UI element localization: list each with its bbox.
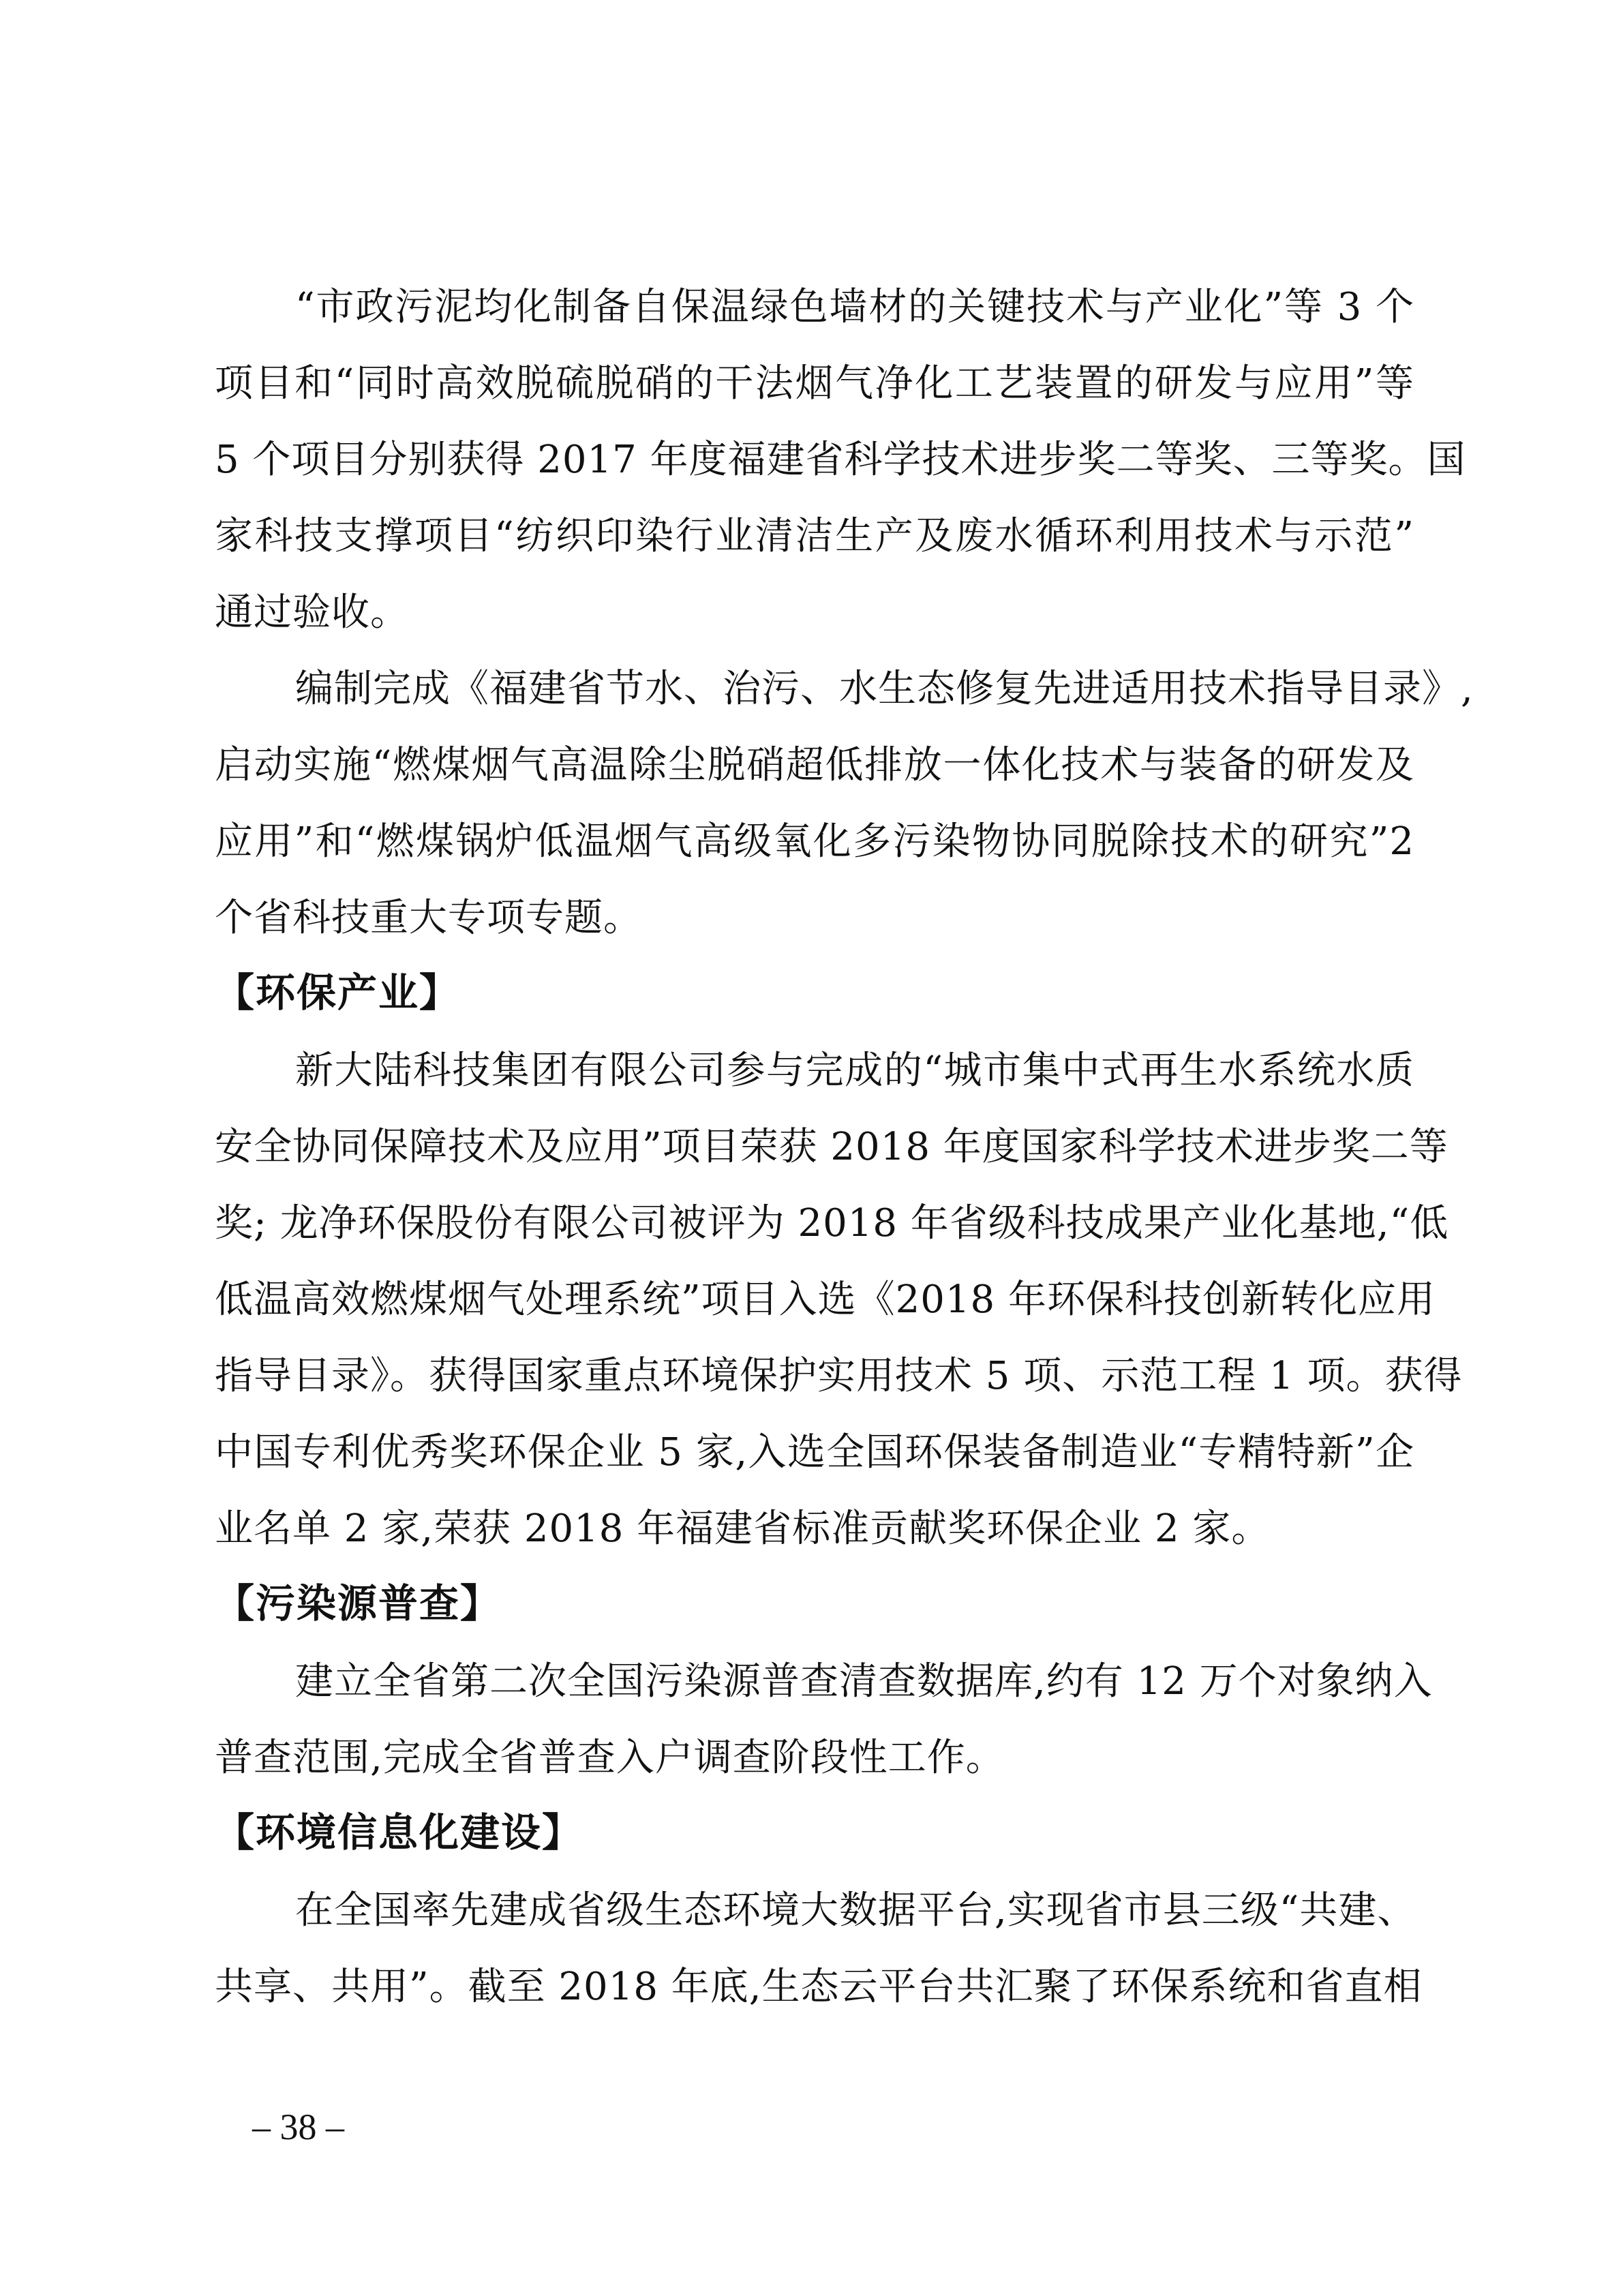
- page-number: – 38 –: [252, 2106, 344, 2147]
- paragraph-line: 低温高效燃煤烟气处理系统”项目入选《2018 年环保科技创新转化应用: [215, 1278, 1436, 1322]
- paragraph-line: 项目和“同时高效脱硫脱硝的干法烟气净化工艺装置的研发与应用”等: [215, 361, 1414, 406]
- paragraph-line: “市政污泥均化制备自保温绿色墙材的关键技术与产业化”等 3 个: [295, 285, 1414, 329]
- paragraph-line: 中国专利优秀奖环保企业 5 家,入选全国环保装备制造业“专精特新”企: [215, 1430, 1414, 1475]
- paragraph-line: 指导目录》。获得国家重点环境保护实用技术 5 项、示范工程 1 项。获得: [215, 1354, 1463, 1398]
- paragraph-line: 应用”和“燃煤锅炉低温烟气高级氧化多污染物协同脱除技术的研究”2: [215, 819, 1414, 864]
- paragraph-line: 通过验收。: [215, 590, 409, 635]
- paragraph-line: 业名单 2 家,荣获 2018 年福建省标准贡献奖环保企业 2 家。: [215, 1507, 1271, 1551]
- paragraph-line: 共享、共用”。截至 2018 年底,生态云平台共汇聚了环保系统和省直相: [215, 1965, 1423, 2009]
- paragraph-line: 建立全省第二次全国污染源普查清查数据库,约有 12 万个对象纳入: [295, 1659, 1433, 1704]
- section-heading-industry: 【环保产业】: [215, 969, 461, 1016]
- paragraph-line: 新大陆科技集团有限公司参与完成的“城市集中式再生水系统水质: [295, 1048, 1414, 1093]
- paragraph-line: 普查范围,完成全省普查入户调查阶段性工作。: [215, 1736, 1005, 1780]
- paragraph-line: 在全国率先建成省级生态环境大数据平台,实现省市县三级“共建、: [295, 1888, 1416, 1933]
- section-heading-informatization: 【环境信息化建设】: [215, 1809, 583, 1856]
- paragraph-line: 5 个项目分别获得 2017 年度福建省科学技术进步奖二等奖、三等奖。国: [215, 438, 1466, 482]
- paragraph-line: 家科技支撑项目“纺织印染行业清洁生产及废水循环利用技术与示范”: [215, 514, 1414, 558]
- section-heading-census: 【污染源普查】: [215, 1580, 502, 1627]
- paragraph-line: 安全协同保障技术及应用”项目荣获 2018 年度国家科学技术进步奖二等: [215, 1125, 1448, 1169]
- paragraph-line: 奖; 龙净环保股份有限公司被评为 2018 年省级科技成果产业化基地,“低: [215, 1201, 1449, 1245]
- paragraph-line: 个省科技重大专项专题。: [215, 896, 642, 940]
- paragraph-line: 编制完成《福建省节水、治污、水生态修复先进适用技术指导目录》,: [295, 667, 1474, 711]
- paragraph-line: 启动实施“燃煤烟气高温除尘脱硝超低排放一体化技术与装备的研发及: [215, 743, 1414, 787]
